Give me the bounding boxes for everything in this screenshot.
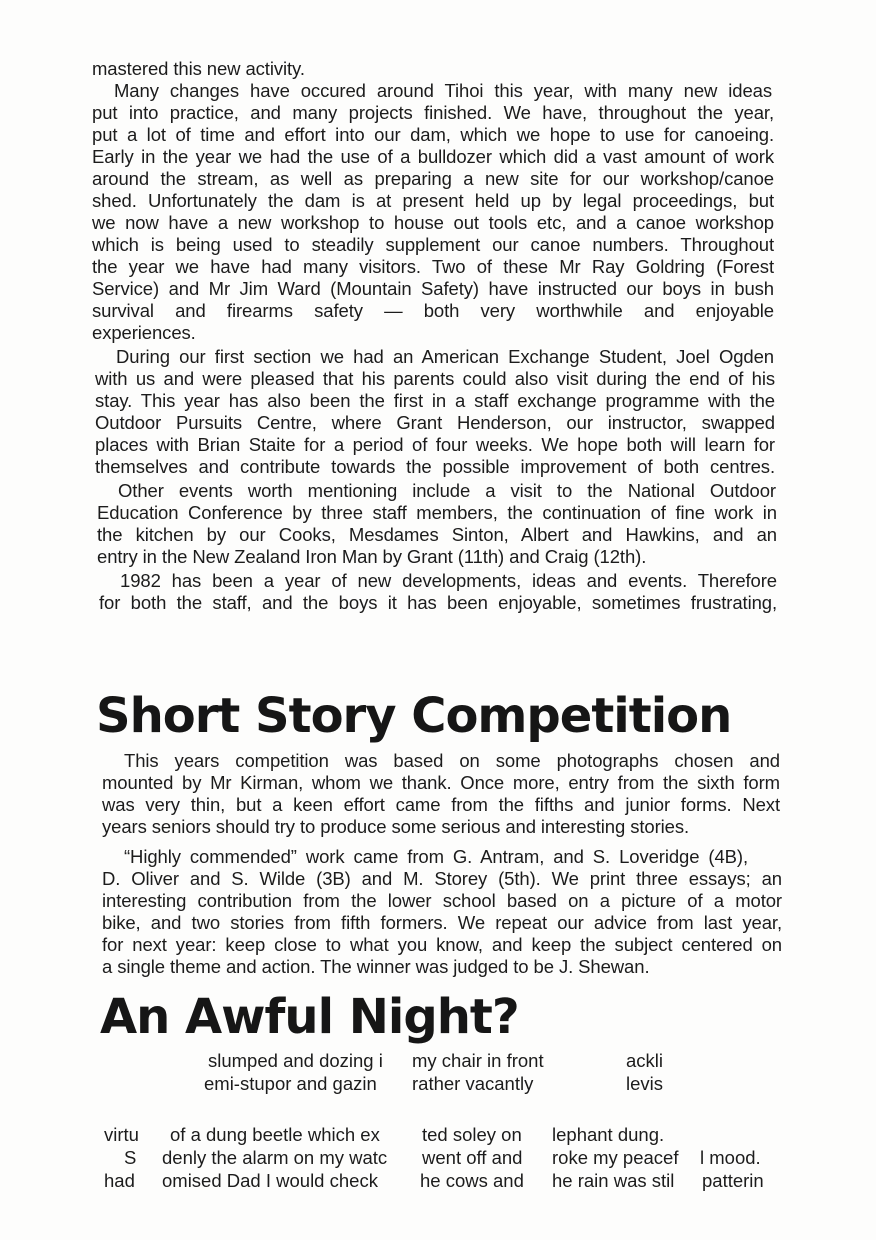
paragraph-line: “Highly commended” work came from G. Antram, and S. Loveridge (4B), — [124, 846, 748, 867]
paragraph-line: During our first section we had an American Exchange Student, Joel Ogden — [116, 346, 774, 367]
paragraph-line: This years competition was based on some photographs chosen and — [124, 750, 780, 771]
paragraph-line: put into practice, and many projects finished. We have, throughout the year, — [92, 102, 774, 123]
paragraph-line: with us and were pleased that his parents could also visit during the end of his — [95, 368, 775, 389]
text-fragment: omised Dad I would check — [162, 1170, 378, 1191]
paragraph-line: bike, and two stories from fifth formers. We repeat our advice from last year, — [102, 912, 782, 933]
paragraph-line: entry in the New Zealand Iron Man by Grant (11th) and Craig (12th). — [97, 546, 647, 567]
paragraph-line: D. Oliver and S. Wilde (3B) and M. Storey (5th). We print three essays; an — [102, 868, 782, 889]
paragraph-line: the year we have had many visitors. Two of these Mr Ray Goldring (Forest — [92, 256, 774, 277]
paragraph-line: for both the staff, and the boys it has been enjoyable, sometimes frustrating, — [99, 592, 777, 613]
text-fragment: ackli — [626, 1050, 664, 1071]
paragraph-line: around the stream, as well as preparing a new site for our workshop/canoe — [92, 168, 774, 189]
paragraph-line: 1982 has been a year of new developments, ideas and events. Therefore — [120, 570, 777, 591]
text-fragment: patterin — [702, 1170, 764, 1191]
text-fragment: lephant dung. — [552, 1124, 665, 1145]
section-heading: Short Story Competition — [96, 688, 732, 744]
text-fragment: ted soley on — [422, 1124, 522, 1145]
paragraph-line: mounted by Mr Kirman, whom we thank. Once more, entry from the sixth form — [102, 772, 780, 793]
paragraph-line: Other events worth mentioning include a visit to the National Outdoor — [118, 480, 776, 501]
paragraph-line: interesting contribution from the lower school based on a picture of a motor — [102, 890, 782, 911]
text-fragment: had — [104, 1170, 135, 1191]
text-fragment: my chair in front — [412, 1050, 544, 1071]
paragraph-line: places with Brian Staite for a period of four weeks. We hope both will learn for — [95, 434, 775, 455]
text-fragment: l mood. — [700, 1147, 761, 1168]
text-fragment: slumped and dozing i — [208, 1050, 383, 1071]
text-fragment: denly the alarm on my watc — [162, 1147, 388, 1168]
text-fragment: virtu — [104, 1124, 139, 1145]
paragraph-line: mastered this new activity. — [92, 58, 305, 79]
paragraph-line: a single theme and action. The winner was judged to be J. Shewan. — [102, 956, 650, 977]
text-fragment: S — [124, 1147, 137, 1168]
paragraph-line: the kitchen by our Cooks, Mesdames Sinton, Albert and Hawkins, and an — [97, 524, 777, 545]
text-fragment: rather vacantly — [412, 1073, 534, 1094]
paragraph-line: Outdoor Pursuits Centre, where Grant Henderson, our instructor, swapped — [95, 412, 775, 433]
paragraph-line: Early in the year we had the use of a bulldozer which did a vast amount of work — [92, 146, 774, 167]
paragraph-line: which is being used to steadily supplement our canoe numbers. Throughout — [92, 234, 774, 255]
text-fragment: he cows and — [420, 1170, 524, 1191]
text-fragment: of a dung beetle which ex — [170, 1124, 380, 1145]
story-heading: An Awful Night? — [100, 989, 519, 1045]
text-fragment: he rain was stil — [552, 1170, 675, 1191]
paragraph-line: put a lot of time and effort into our dam, which we hope to use for canoeing. — [92, 124, 774, 145]
paragraph-line: we now have a new workshop to house out tools etc, and a canoe workshop — [92, 212, 774, 233]
paragraph-line: Many changes have occured around Tihoi this year, with many new ideas — [114, 80, 772, 101]
paragraph-line: stay. This year has also been the first in a staff exchange programme with the — [95, 390, 775, 411]
text-fragment: roke my peacef — [552, 1147, 679, 1168]
paragraph-line: shed. Unfortunately the dam is at present held up by legal proceedings, but — [92, 190, 774, 211]
text-fragment: levis — [626, 1073, 664, 1094]
paragraph-line: themselves and contribute towards the possible improvement of both centres. — [95, 456, 775, 477]
paragraph-line: Education Conference by three staff members, the continuation of fine work in — [97, 502, 777, 523]
paragraph-line: years seniors should try to produce some serious and interesting stories. — [102, 816, 690, 837]
paragraph-line: was very thin, but a keen effort came from the fifths and junior forms. Next — [102, 794, 780, 815]
paragraph-line: survival and firearms safety — both very worthwhile and enjoyable — [92, 300, 774, 321]
paragraph-line: Service) and Mr Jim Ward (Mountain Safety) have instructed our boys in bush — [92, 278, 774, 299]
paragraph-line: for next year: keep close to what you know, and keep the subject centered on — [102, 934, 782, 955]
text-fragment: emi-stupor and gazin — [204, 1073, 377, 1094]
text-fragment: went off and — [422, 1147, 523, 1168]
paragraph-line: experiences. — [92, 322, 196, 343]
